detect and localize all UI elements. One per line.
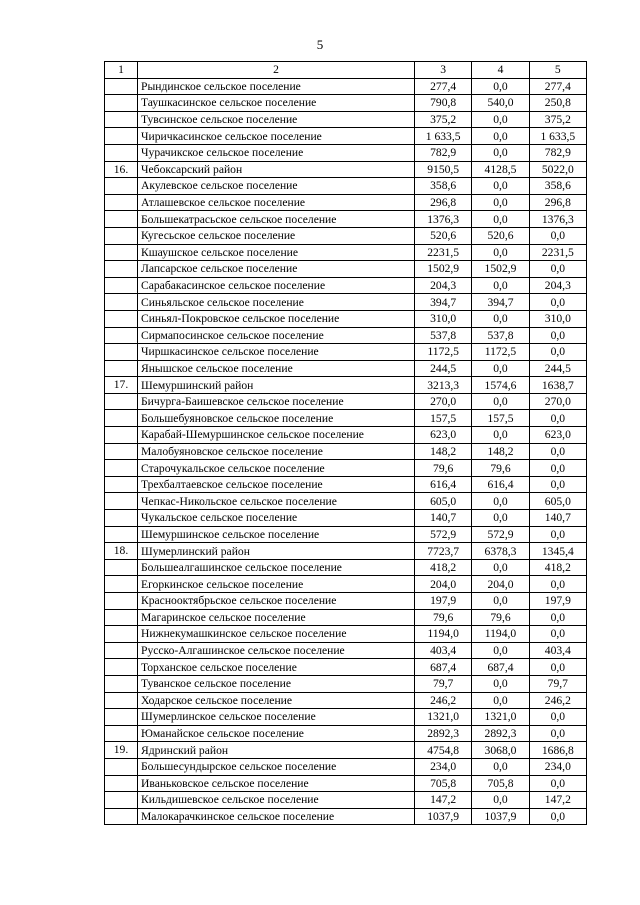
settlement-name: Малобуяновское сельское поселение <box>138 443 415 460</box>
value-col-4: 1574,6 <box>472 377 529 394</box>
budget-table <box>104 61 587 825</box>
table-row <box>105 427 587 444</box>
settlement-name: Трехбалтаевское сельское поселение <box>138 476 415 493</box>
row-number <box>105 344 138 361</box>
settlement-name: Чиршкасинское сельское поселение <box>138 344 415 361</box>
row-number: 19. <box>105 742 138 759</box>
settlement-name: Сирмапосинское сельское поселение <box>138 327 415 344</box>
settlement-name: Янышское сельское поселение <box>138 360 415 377</box>
row-number: 18. <box>105 543 138 560</box>
value-col-4: 6378,3 <box>472 543 529 560</box>
value-col-3: 4754,8 <box>415 742 472 759</box>
value-col-3: 1172,5 <box>415 344 472 361</box>
table-row <box>105 725 587 742</box>
table-row <box>105 576 587 593</box>
value-col-3: 79,6 <box>415 609 472 626</box>
value-col-3: 418,2 <box>415 559 472 576</box>
table-row <box>105 593 587 610</box>
value-col-5: 782,9 <box>529 144 586 161</box>
header-col-1: 1 <box>105 62 138 79</box>
header-col-2: 2 <box>138 62 415 79</box>
value-col-3: 403,4 <box>415 642 472 659</box>
value-col-4: 687,4 <box>472 659 529 676</box>
table-row <box>105 144 587 161</box>
value-col-4: 0,0 <box>472 310 529 327</box>
value-col-5: 0,0 <box>529 709 586 726</box>
value-col-4: 705,8 <box>472 775 529 792</box>
value-col-4: 1194,0 <box>472 626 529 643</box>
value-col-5: 358,6 <box>529 178 586 195</box>
table-row <box>105 128 587 145</box>
row-number <box>105 111 138 128</box>
value-col-3: 147,2 <box>415 792 472 809</box>
settlement-name: Ядринский район <box>138 742 415 759</box>
table-row <box>105 344 587 361</box>
value-col-3: 7723,7 <box>415 543 472 560</box>
row-number <box>105 144 138 161</box>
table-row <box>105 294 587 311</box>
table-row <box>105 261 587 278</box>
value-col-4: 0,0 <box>472 128 529 145</box>
value-col-5: 79,7 <box>529 675 586 692</box>
value-col-4: 394,7 <box>472 294 529 311</box>
row-number <box>105 675 138 692</box>
value-col-3: 197,9 <box>415 593 472 610</box>
value-col-5: 1638,7 <box>529 377 586 394</box>
settlement-name: Малокарачкинское сельское поселение <box>138 808 415 825</box>
value-col-3: 782,9 <box>415 144 472 161</box>
value-col-5: 0,0 <box>529 609 586 626</box>
settlement-name: Чиричкасинское сельское поселение <box>138 128 415 145</box>
table-row <box>105 277 587 294</box>
value-col-5: 0,0 <box>529 476 586 493</box>
value-col-5: 197,9 <box>529 593 586 610</box>
value-col-5: 1686,8 <box>529 742 586 759</box>
settlement-name: Таушкасинское сельское поселение <box>138 95 415 112</box>
settlement-name: Чурачикское сельское поселение <box>138 144 415 161</box>
settlement-name: Кшаушское сельское поселение <box>138 244 415 261</box>
settlement-name: Бичурга-Баишевское сельское поселение <box>138 393 415 410</box>
value-col-3: 204,0 <box>415 576 472 593</box>
row-number <box>105 277 138 294</box>
value-col-3: 705,8 <box>415 775 472 792</box>
row-number <box>105 460 138 477</box>
value-col-5: 0,0 <box>529 626 586 643</box>
value-col-5: 147,2 <box>529 792 586 809</box>
table-row <box>105 460 587 477</box>
row-number <box>105 725 138 742</box>
value-col-4: 0,0 <box>472 178 529 195</box>
value-col-4: 537,8 <box>472 327 529 344</box>
table-row <box>105 626 587 643</box>
table-row <box>105 161 587 178</box>
value-col-4: 0,0 <box>472 78 529 95</box>
value-col-4: 0,0 <box>472 111 529 128</box>
row-number: 16. <box>105 161 138 178</box>
table-row <box>105 227 587 244</box>
row-number <box>105 510 138 527</box>
value-col-3: 790,8 <box>415 95 472 112</box>
table-row <box>105 194 587 211</box>
value-col-3: 2892,3 <box>415 725 472 742</box>
value-col-4: 520,6 <box>472 227 529 244</box>
row-number <box>105 476 138 493</box>
value-col-4: 0,0 <box>472 559 529 576</box>
value-col-4: 0,0 <box>472 144 529 161</box>
row-number <box>105 78 138 95</box>
row-number <box>105 211 138 228</box>
row-number <box>105 178 138 195</box>
settlement-name: Акулевское сельское поселение <box>138 178 415 195</box>
header-col-4: 4 <box>472 62 529 79</box>
page-number: 5 <box>316 37 324 52</box>
value-col-4: 0,0 <box>472 593 529 610</box>
settlement-name: Чукальское сельское поселение <box>138 510 415 527</box>
settlement-name: Синьяльское сельское поселение <box>138 294 415 311</box>
settlement-name: Егоркинское сельское поселение <box>138 576 415 593</box>
header-col-3: 3 <box>415 62 472 79</box>
value-col-3: 79,7 <box>415 675 472 692</box>
settlement-name: Юманайское сельское поселение <box>138 725 415 742</box>
table-row <box>105 742 587 759</box>
table-row <box>105 476 587 493</box>
row-number <box>105 393 138 410</box>
value-col-4: 1502,9 <box>472 261 529 278</box>
table-row <box>105 709 587 726</box>
value-col-5: 250,8 <box>529 95 586 112</box>
value-col-5: 403,4 <box>529 642 586 659</box>
settlement-name: Атлашевское сельское поселение <box>138 194 415 211</box>
table-row <box>105 775 587 792</box>
value-col-3: 616,4 <box>415 476 472 493</box>
value-col-4: 0,0 <box>472 360 529 377</box>
value-col-4: 0,0 <box>472 675 529 692</box>
row-number <box>105 576 138 593</box>
value-col-3: 605,0 <box>415 493 472 510</box>
value-col-4: 0,0 <box>472 510 529 527</box>
row-number <box>105 493 138 510</box>
settlement-name: Русско-Алгашинское сельское поселение <box>138 642 415 659</box>
settlement-name: Кильдишевское сельское поселение <box>138 792 415 809</box>
table-row <box>105 642 587 659</box>
value-col-5: 0,0 <box>529 526 586 543</box>
settlement-name: Краснооктябрьское сельское поселение <box>138 593 415 610</box>
settlement-name: Сарабакасинское сельское поселение <box>138 277 415 294</box>
settlement-name: Большебуяновское сельское поселение <box>138 410 415 427</box>
value-col-4: 0,0 <box>472 211 529 228</box>
settlement-name: Шумерлинское сельское поселение <box>138 709 415 726</box>
value-col-5: 0,0 <box>529 327 586 344</box>
settlement-name: Ходарское сельское поселение <box>138 692 415 709</box>
value-col-4: 1172,5 <box>472 344 529 361</box>
table-row <box>105 443 587 460</box>
value-col-3: 1376,3 <box>415 211 472 228</box>
value-col-4: 0,0 <box>472 194 529 211</box>
value-col-5: 0,0 <box>529 261 586 278</box>
value-col-3: 1 633,5 <box>415 128 472 145</box>
row-number <box>105 294 138 311</box>
value-col-3: 687,4 <box>415 659 472 676</box>
table-row <box>105 659 587 676</box>
value-col-3: 148,2 <box>415 443 472 460</box>
value-col-4: 79,6 <box>472 609 529 626</box>
value-col-3: 246,2 <box>415 692 472 709</box>
table-header-row <box>105 62 587 79</box>
table-row <box>105 78 587 95</box>
value-col-3: 394,7 <box>415 294 472 311</box>
value-col-5: 418,2 <box>529 559 586 576</box>
settlement-name: Синьял-Покровское сельское поселение <box>138 310 415 327</box>
value-col-3: 140,7 <box>415 510 472 527</box>
row-number <box>105 227 138 244</box>
value-col-5: 5022,0 <box>529 161 586 178</box>
row-number <box>105 609 138 626</box>
value-col-3: 358,6 <box>415 178 472 195</box>
value-col-5: 0,0 <box>529 443 586 460</box>
value-col-3: 157,5 <box>415 410 472 427</box>
row-number <box>105 642 138 659</box>
value-col-5: 0,0 <box>529 576 586 593</box>
row-number <box>105 559 138 576</box>
value-col-5: 1345,4 <box>529 543 586 560</box>
value-col-3: 1321,0 <box>415 709 472 726</box>
value-col-4: 1037,9 <box>472 808 529 825</box>
table-row <box>105 609 587 626</box>
table-row <box>105 211 587 228</box>
value-col-3: 79,6 <box>415 460 472 477</box>
value-col-3: 277,4 <box>415 78 472 95</box>
settlement-name: Шумерлинский район <box>138 543 415 560</box>
value-col-3: 375,2 <box>415 111 472 128</box>
value-col-5: 0,0 <box>529 725 586 742</box>
value-col-5: 234,0 <box>529 758 586 775</box>
table-row <box>105 410 587 427</box>
table-row <box>105 808 587 825</box>
value-col-4: 0,0 <box>472 642 529 659</box>
table-row <box>105 327 587 344</box>
table-row <box>105 310 587 327</box>
settlement-name: Карабай-Шемуршинское сельское поселение <box>138 427 415 444</box>
table-row <box>105 111 587 128</box>
row-number <box>105 692 138 709</box>
value-col-3: 204,3 <box>415 277 472 294</box>
value-col-5: 0,0 <box>529 294 586 311</box>
row-number <box>105 775 138 792</box>
settlement-name: Туванское сельское поселение <box>138 675 415 692</box>
value-col-3: 572,9 <box>415 526 472 543</box>
table-row <box>105 95 587 112</box>
value-col-3: 9150,5 <box>415 161 472 178</box>
value-col-5: 0,0 <box>529 808 586 825</box>
table-row <box>105 510 587 527</box>
value-col-5: 1 633,5 <box>529 128 586 145</box>
settlement-name: Чебоксарский район <box>138 161 415 178</box>
row-number <box>105 593 138 610</box>
value-col-5: 0,0 <box>529 460 586 477</box>
value-col-4: 204,0 <box>472 576 529 593</box>
table-row <box>105 393 587 410</box>
value-col-3: 296,8 <box>415 194 472 211</box>
value-col-3: 520,6 <box>415 227 472 244</box>
table-row <box>105 526 587 543</box>
settlement-name: Старочукальское сельское поселение <box>138 460 415 477</box>
settlement-name: Большеалгашинское сельское поселение <box>138 559 415 576</box>
value-col-5: 246,2 <box>529 692 586 709</box>
table-row <box>105 675 587 692</box>
row-number: 17. <box>105 377 138 394</box>
row-number <box>105 758 138 775</box>
value-col-5: 296,8 <box>529 194 586 211</box>
settlement-name: Рындинское сельское поселение <box>138 78 415 95</box>
row-number <box>105 128 138 145</box>
value-col-4: 0,0 <box>472 792 529 809</box>
value-col-5: 277,4 <box>529 78 586 95</box>
row-number <box>105 792 138 809</box>
value-col-4: 0,0 <box>472 758 529 775</box>
settlement-name: Большекатрасьское сельское поселение <box>138 211 415 228</box>
value-col-5: 375,2 <box>529 111 586 128</box>
value-col-4: 0,0 <box>472 244 529 261</box>
value-col-5: 140,7 <box>529 510 586 527</box>
row-number <box>105 709 138 726</box>
row-number <box>105 327 138 344</box>
settlement-name: Чепкас-Никольское сельское поселение <box>138 493 415 510</box>
value-col-4: 0,0 <box>472 427 529 444</box>
value-col-4: 0,0 <box>472 692 529 709</box>
row-number <box>105 808 138 825</box>
value-col-3: 270,0 <box>415 393 472 410</box>
value-col-4: 4128,5 <box>472 161 529 178</box>
row-number <box>105 659 138 676</box>
value-col-3: 2231,5 <box>415 244 472 261</box>
value-col-5: 0,0 <box>529 659 586 676</box>
value-col-5: 0,0 <box>529 344 586 361</box>
value-col-5: 310,0 <box>529 310 586 327</box>
value-col-5: 244,5 <box>529 360 586 377</box>
table-row <box>105 493 587 510</box>
value-col-5: 0,0 <box>529 410 586 427</box>
settlement-name: Кугесьское сельское поселение <box>138 227 415 244</box>
value-col-3: 1502,9 <box>415 261 472 278</box>
value-col-4: 572,9 <box>472 526 529 543</box>
value-col-4: 148,2 <box>472 443 529 460</box>
table-row <box>105 360 587 377</box>
row-number <box>105 410 138 427</box>
row-number <box>105 526 138 543</box>
row-number <box>105 427 138 444</box>
table-row <box>105 543 587 560</box>
table-row <box>105 559 587 576</box>
row-number <box>105 194 138 211</box>
table-row <box>105 758 587 775</box>
row-number <box>105 310 138 327</box>
row-number <box>105 261 138 278</box>
value-col-4: 0,0 <box>472 493 529 510</box>
value-col-3: 1037,9 <box>415 808 472 825</box>
value-col-3: 537,8 <box>415 327 472 344</box>
value-col-4: 616,4 <box>472 476 529 493</box>
value-col-3: 234,0 <box>415 758 472 775</box>
table-row <box>105 178 587 195</box>
value-col-5: 270,0 <box>529 393 586 410</box>
settlement-name: Магаринское сельское поселение <box>138 609 415 626</box>
settlement-name: Нижнекумашкинское сельское поселение <box>138 626 415 643</box>
value-col-5: 0,0 <box>529 227 586 244</box>
header-col-5: 5 <box>529 62 586 79</box>
table-row <box>105 377 587 394</box>
settlement-name: Шемуршинский район <box>138 377 415 394</box>
settlement-name: Торханское сельское поселение <box>138 659 415 676</box>
value-col-3: 1194,0 <box>415 626 472 643</box>
value-col-5: 623,0 <box>529 427 586 444</box>
row-number <box>105 360 138 377</box>
value-col-4: 2892,3 <box>472 725 529 742</box>
value-col-4: 1321,0 <box>472 709 529 726</box>
value-col-3: 3213,3 <box>415 377 472 394</box>
row-number <box>105 244 138 261</box>
table-row <box>105 692 587 709</box>
value-col-4: 540,0 <box>472 95 529 112</box>
value-col-4: 0,0 <box>472 393 529 410</box>
table-row <box>105 244 587 261</box>
row-number <box>105 95 138 112</box>
value-col-4: 3068,0 <box>472 742 529 759</box>
value-col-5: 2231,5 <box>529 244 586 261</box>
value-col-4: 79,6 <box>472 460 529 477</box>
value-col-4: 0,0 <box>472 277 529 294</box>
value-col-5: 1376,3 <box>529 211 586 228</box>
settlement-name: Тувсинское сельское поселение <box>138 111 415 128</box>
settlement-name: Большесундырское сельское поселение <box>138 758 415 775</box>
row-number <box>105 443 138 460</box>
table-row <box>105 792 587 809</box>
value-col-3: 244,5 <box>415 360 472 377</box>
value-col-3: 310,0 <box>415 310 472 327</box>
value-col-5: 204,3 <box>529 277 586 294</box>
value-col-5: 0,0 <box>529 775 586 792</box>
value-col-4: 157,5 <box>472 410 529 427</box>
value-col-3: 623,0 <box>415 427 472 444</box>
row-number <box>105 626 138 643</box>
settlement-name: Лапсарское сельское поселение <box>138 261 415 278</box>
value-col-5: 605,0 <box>529 493 586 510</box>
settlement-name: Иваньковское сельское поселение <box>138 775 415 792</box>
settlement-name: Шемуршинское сельское поселение <box>138 526 415 543</box>
